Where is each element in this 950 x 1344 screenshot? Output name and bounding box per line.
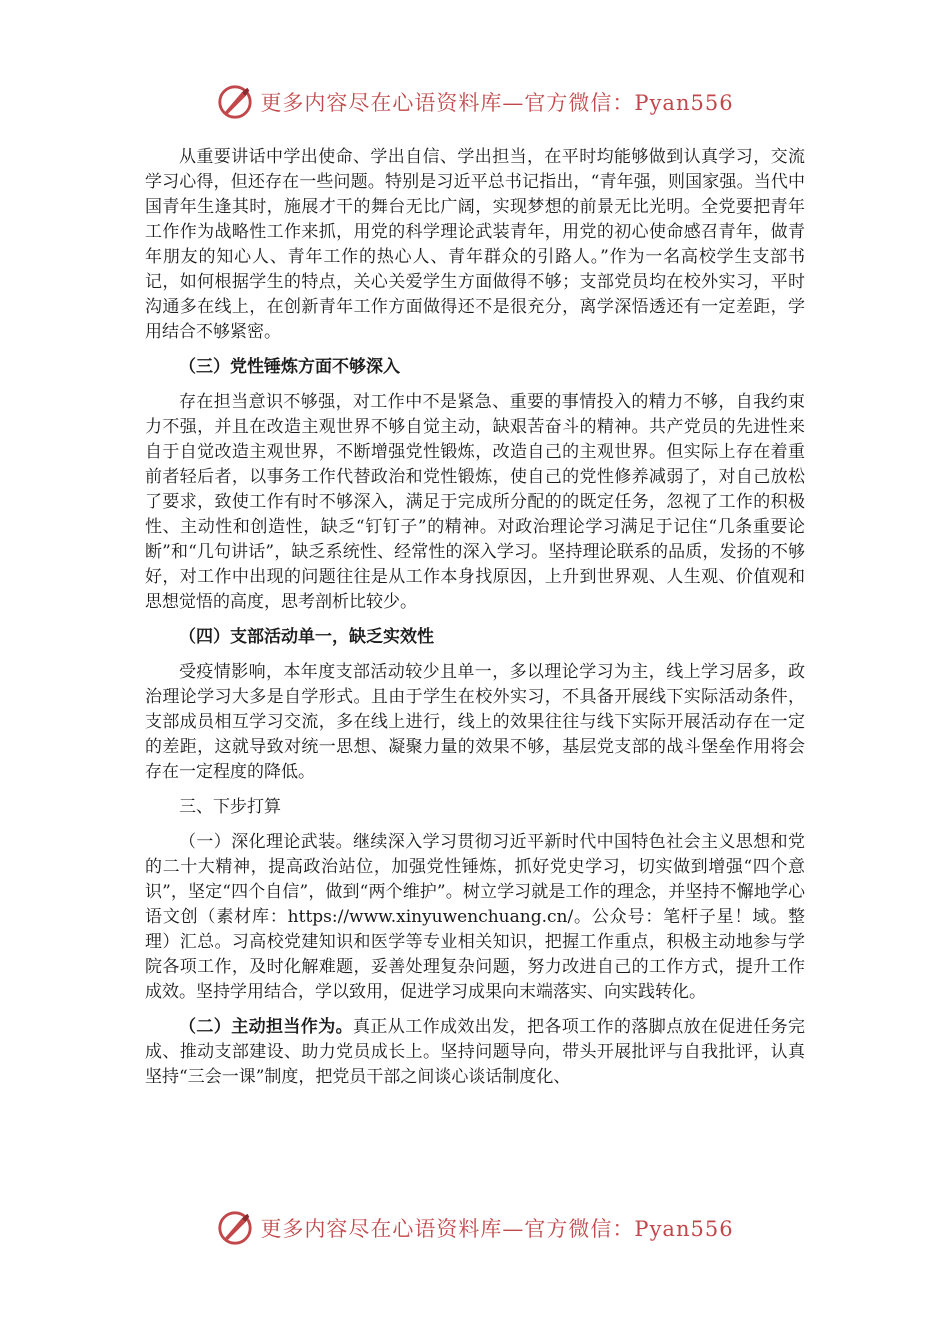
paragraph-lead: （二）主动担当作为。 — [179, 1017, 353, 1037]
paragraph: 受疫情影响，本年度支部活动较少且单一，多以理论学习为主，线上学习居多，政治理论学习大多是自学形式。且由于学生在校外实习，不具备开展线下实际活动条件，支部成员相互学习交流，多在线上进行，线上的效果往往与线下实际开展活动存在一定的差距，这就导致对统一思想、凝聚力量的效果不够，基层党支部的战斗堡垒作用将会存在一定程度的降低。 — [145, 662, 805, 782]
banner-text: 更多内容尽在心语资料库—官方微信：Pyan556 — [260, 1217, 734, 1241]
paragraph: 从重要讲话中学出使命、学出自信、学出担当，在平时均能够做到认真学习，交流学习心得，但还存在一些问题。特别是习近平总书记指出，“青年强，则国家强。当代中国青年生逢其时，施展才干的舞台无比广阔，实现梦想的前景无比光明。全党要把青年工作作为战略性工作来抓，用党的科学理论武装青年，用党的初心使命感召青年，做青年朋友的知心人、青年工作的热心人、青年群众的引路人。”作为一名高校学生支部书记，如何根据学生的特点，关心关爱学生方面做得不够；支部党员均在校外实习，平时沟通多在线上，在创新青年工作方面做得还不是很充分，离学深悟透还有一定差距，学用结合不够紧密。 — [145, 147, 805, 342]
paragraph — [145, 1015, 805, 1090]
section-heading: （四）支部活动单一，缺乏实效性 — [179, 627, 434, 647]
document-body — [145, 145, 805, 1090]
header-banner — [0, 82, 950, 122]
pen-nib-logo-icon — [216, 1209, 254, 1247]
paragraph-text: 真正从工作成效出发，把各项工作的落脚点放在促进任务完成、推动支部建设、助力党员成长上。坚持问题导向，带头开展批评与自我批评，认真坚持“三会一课”制度，把党员干部之间谈心谈话制度化、 — [145, 1017, 805, 1087]
paragraph: （一）深化理论武装。继续深入学习贯彻习近平新时代中国特色社会主义思想和党的二十大精神，提高政治站位，加强党性锤炼，抓好党史学习，切实做到增强“四个意识”，坚定“四个自信”，做到“两个维护”。树立学习就是工作的理念，并坚持不懈地学心语文创（素材库：https://www.xinyuwenchuang.cn/。公众号：笔杆子星！域。整理）汇总。习高校党建知识和医学等专业相关知识，把握工作重点，积极主动地参与学院各项工作，及时化解难题，妥善处理复杂问题，努力改进自己的工作方式，提升工作成效。坚持学用结合，学以致用，促进学习成果向末端落实、向实践转化。 — [145, 832, 805, 1002]
section-heading: 三、下步打算 — [179, 797, 281, 817]
banner-text: 更多内容尽在心语资料库—官方微信：Pyan556 — [260, 91, 734, 115]
paragraph: 存在担当意识不够强，对工作中不是紧急、重要的事情投入的精力不够，自我约束力不强，并且在改造主观世界不够自觉主动，缺艰苦奋斗的精神。共产党员的先进性来自于自觉改造主观世界，不断增强党性锻炼，改造自己的主观世界。但实际上存在着重前者轻后者，以事务工作代替政治和党性锻炼，使自己的党性修养减弱了，对自己放松了要求，致使工作有时不够深入，满足于完成所分配的的既定任务，忽视了工作的积极性、主动性和创造性，缺乏“钉钉子”的精神。对政治理论学习满足于记住“几条重要论断”和“几句讲话”，缺乏系统性、经常性的深入学习。坚持理论联系的品质，发扬的不够好，对工作中出现的问题往往是从工作本身找原因，上升到世界观、人生观、价值观和思想觉悟的高度，思考剖析比较少。 — [145, 392, 805, 612]
pen-nib-logo-icon — [216, 83, 254, 121]
section-heading: （三）党性锤炼方面不够深入 — [179, 357, 400, 377]
footer-banner — [0, 1208, 950, 1248]
